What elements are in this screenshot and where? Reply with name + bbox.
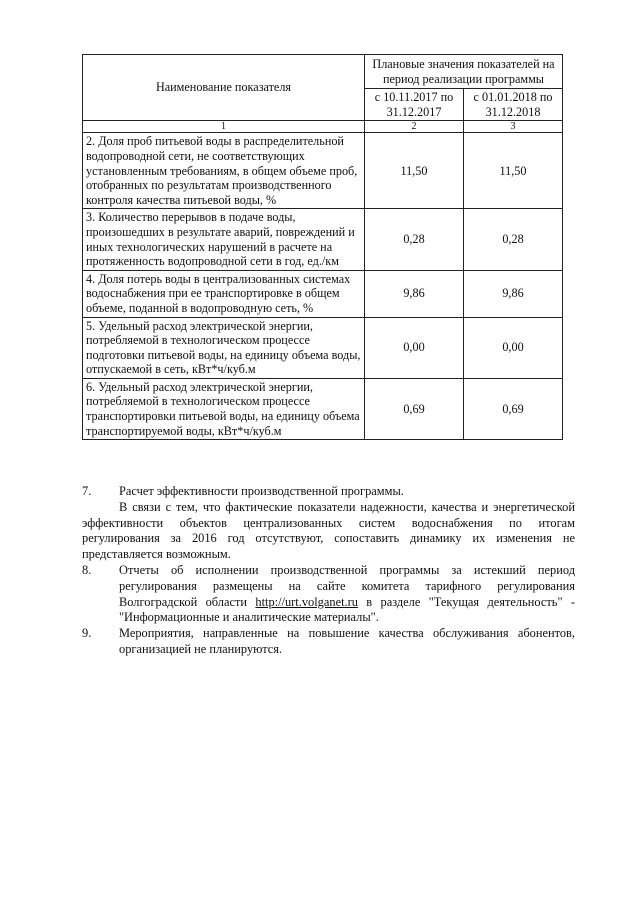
table-row bbox=[83, 270, 563, 317]
body-text bbox=[82, 484, 575, 658]
table-row bbox=[83, 133, 563, 209]
item-9 bbox=[82, 626, 575, 658]
header-row bbox=[83, 55, 563, 89]
indicator-value-1: 0,28 bbox=[365, 209, 464, 270]
indicator-value-2: 9,86 bbox=[464, 270, 563, 317]
indicator-name: 2. Доля проб питьевой воды в распределительной водопроводной сети, не соответствующих установленным требованиям, в общем объеме проб, отобранных по результатам производственного контроля качества питьевой воды, % bbox=[83, 133, 365, 209]
header-plan-values: Плановые значения показателей на период реализации программы bbox=[365, 55, 563, 89]
item-7-heading bbox=[82, 484, 575, 500]
header-period-1: с 10.11.2017 по 31.12.2017 bbox=[365, 89, 464, 121]
indicator-value-1: 11,50 bbox=[365, 133, 464, 209]
indicator-value-2: 0,69 bbox=[464, 378, 563, 439]
column-number-2: 2 bbox=[365, 121, 464, 133]
table-row bbox=[83, 317, 563, 378]
item-8-number: 8. bbox=[82, 562, 92, 577]
item-8-post: в разделе "Текущая деятельность" - "Информационные и аналитические материалы". bbox=[119, 594, 575, 625]
indicator-value-1: 0,00 bbox=[365, 317, 464, 378]
item-7-title: Расчет эффективности производственной программы. bbox=[119, 484, 404, 498]
column-number-3: 3 bbox=[464, 121, 563, 133]
indicator-value-2: 0,28 bbox=[464, 209, 563, 270]
indicators-table bbox=[82, 54, 563, 440]
header-indicator-name: Наименование показателя bbox=[83, 55, 365, 121]
item-8-pre: Отчеты об исполнении производственной программы за истекший период регулирования размещены на сайте комитета тарифного регулирования Волгоградской области bbox=[119, 562, 575, 609]
item-9-text: Мероприятия, направленные на повышение качества обслуживания абонентов, организацией не планируются. bbox=[119, 626, 575, 656]
indicator-name: 3. Количество перерывов в подаче воды, произошедших в результате аварий, повреждений и иных технологических нарушений в расчете на протяженность водопроводной сети в год, ед./км bbox=[83, 209, 365, 270]
column-numbers-row bbox=[83, 121, 563, 133]
item-7-body: В связи с тем, что фактические показатели надежности, качества и энергетической эффективности объектов централизованных систем водоснабжения по итогам регулирования за 2016 год отсутствуют, сопоставить динамику их изменения не представляется возможным. bbox=[82, 499, 575, 562]
website-link[interactable]: http://urt.volganet.ru bbox=[255, 594, 358, 609]
item-8 bbox=[82, 563, 575, 626]
indicator-name: 6. Удельный расход электрической энергии, потребляемой в технологическом процессе транспортировки питьевой воды, на единицу объема транспортируемой воды, кВт*ч/куб.м bbox=[83, 378, 365, 439]
indicator-value-1: 0,69 bbox=[365, 378, 464, 439]
indicator-name: 5. Удельный расход электрической энергии, потребляемой в технологическом процессе подготовки питьевой воды, на единицу объема воды, отпускаемой в сеть, кВт*ч/куб.м bbox=[83, 317, 365, 378]
column-number-1: 1 bbox=[83, 121, 365, 133]
header-period-2: с 01.01.2018 по 31.12.2018 bbox=[464, 89, 563, 121]
indicator-value-1: 9,86 bbox=[365, 270, 464, 317]
indicator-value-2: 0,00 bbox=[464, 317, 563, 378]
item-8-text bbox=[119, 563, 575, 626]
table-row bbox=[83, 209, 563, 270]
indicator-value-2: 11,50 bbox=[464, 133, 563, 209]
item-9-number: 9. bbox=[82, 626, 92, 641]
indicator-name: 4. Доля потерь воды в централизованных системах водоснабжения при ее транспортировке в общем объеме, поданной в водопроводную сеть, % bbox=[83, 270, 365, 317]
item-7-number: 7. bbox=[82, 484, 92, 498]
table-row bbox=[83, 378, 563, 439]
